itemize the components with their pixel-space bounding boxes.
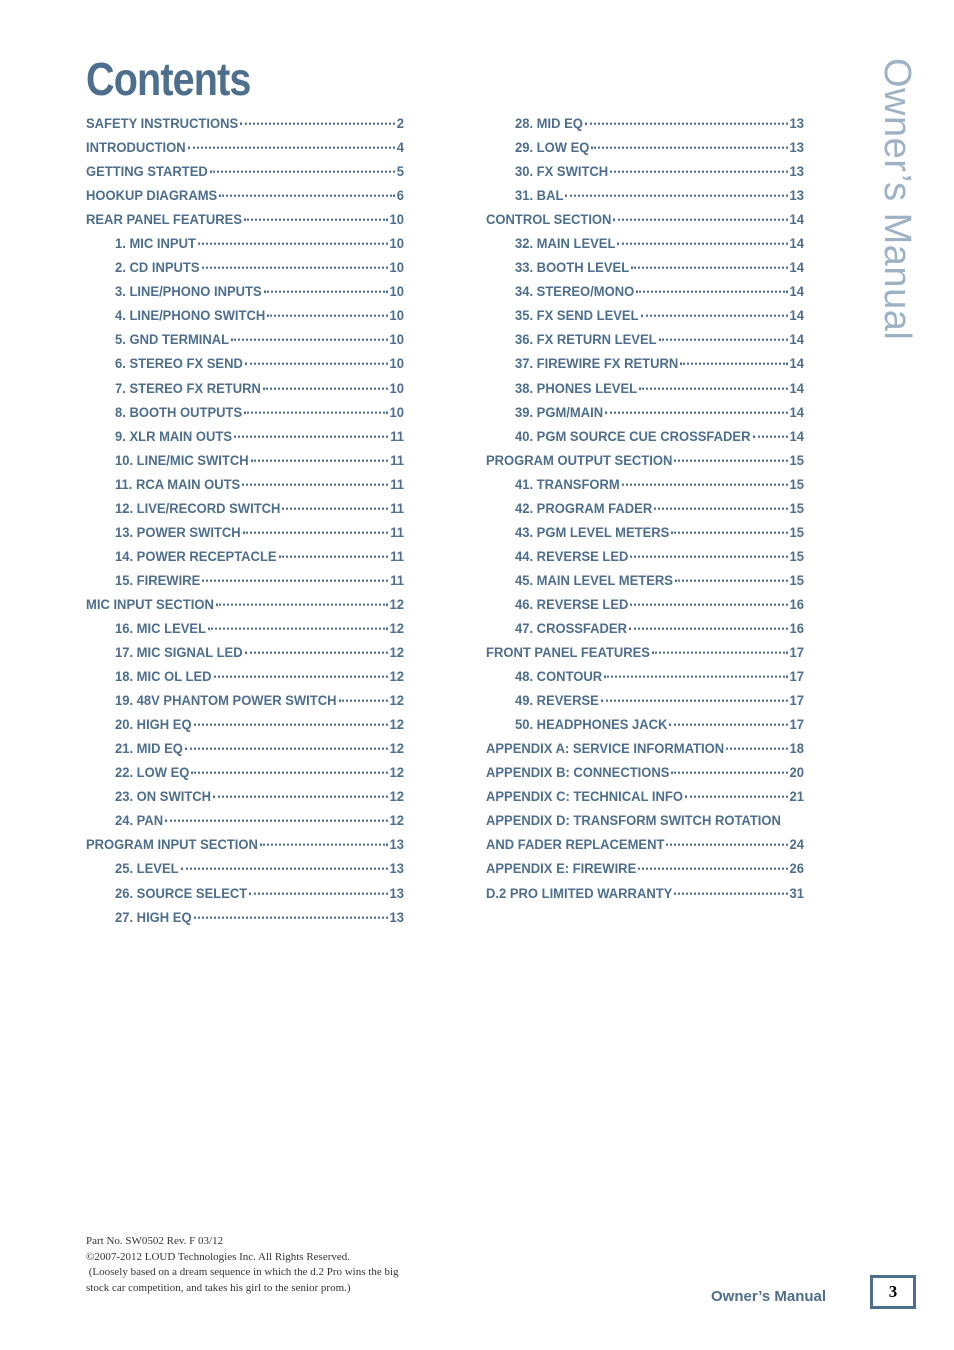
toc-entry-page: 12 <box>389 595 404 613</box>
toc-entry[interactable] <box>86 548 404 574</box>
toc-entry[interactable] <box>86 163 404 189</box>
toc-dot-leader <box>185 748 388 750</box>
toc-entry-page: 14 <box>789 283 804 300</box>
side-label <box>876 58 918 341</box>
toc-entry[interactable] <box>86 380 404 406</box>
toc-entry-page: 13 <box>389 836 404 853</box>
toc-entry[interactable] <box>486 500 804 526</box>
toc-entry[interactable] <box>86 740 404 766</box>
toc-dot-leader <box>629 628 788 630</box>
toc-entry[interactable] <box>486 356 804 382</box>
toc-entry-page: 13 <box>389 884 404 901</box>
toc-dot-leader <box>251 459 389 461</box>
toc-dot-leader <box>638 868 787 870</box>
toc-entry[interactable] <box>86 572 404 598</box>
toc-dot-leader <box>613 219 787 221</box>
toc-dot-leader <box>202 267 388 269</box>
toc-dot-leader <box>240 123 395 125</box>
toc-dot-leader <box>630 604 787 606</box>
toc-dot-leader <box>202 579 388 581</box>
toc-dot-leader <box>181 868 388 870</box>
toc-entry-page: 16 <box>789 620 804 637</box>
toc-dot-leader <box>622 483 788 485</box>
toc-entry-title: 28. MID EQ <box>515 115 583 132</box>
toc-dot-leader <box>279 555 389 557</box>
toc-dot-leader <box>669 724 787 726</box>
toc-entry[interactable] <box>486 668 804 694</box>
toc-dot-leader <box>260 844 388 846</box>
toc-entry-title: 8. BOOTH OUTPUTS <box>115 403 243 420</box>
toc-entry-title: 49. REVERSE <box>515 692 599 709</box>
toc-entry-page: 10 <box>389 307 404 324</box>
footer-line: Part No. SW0502 Rev. F 03/12 <box>86 1235 224 1247</box>
toc-entry[interactable] <box>86 139 404 165</box>
toc-entry[interactable] <box>486 235 804 261</box>
toc-dot-leader <box>219 195 395 197</box>
toc-dot-leader <box>194 916 388 918</box>
toc-entry-page: 12 <box>389 740 404 757</box>
toc-entry-page: 17 <box>789 716 804 733</box>
toc-entry-page: 11 <box>390 427 404 444</box>
toc-dot-leader <box>198 243 388 245</box>
toc-entry-title: 31. BAL <box>515 187 564 204</box>
toc-entry[interactable] <box>486 740 804 766</box>
toc-entry-title: FRONT PANEL FEATURES <box>486 644 650 661</box>
toc-dot-leader <box>753 435 788 437</box>
toc-entry-page: 14 <box>789 211 804 228</box>
toc-dot-leader <box>264 291 388 293</box>
toc-entry-title: REAR PANEL FEATURES <box>86 211 243 228</box>
toc-entry[interactable] <box>86 524 404 550</box>
toc-entry-title: 20. HIGH EQ <box>115 716 192 733</box>
toc-entry-page: 13 <box>789 163 804 180</box>
toc-entry-page: 11 <box>390 547 404 565</box>
toc-entry-title: SAFETY INSTRUCTIONS <box>86 115 239 132</box>
toc-entry-page: 15 <box>789 571 804 589</box>
toc-dot-leader <box>654 507 787 509</box>
toc-entry-page: 12 <box>389 644 404 661</box>
toc-dot-leader <box>216 604 388 606</box>
toc-entry[interactable] <box>486 259 804 285</box>
toc-dot-leader <box>685 796 788 798</box>
page-title: Contents <box>86 53 251 105</box>
toc-entry-title: 12. LIVE/RECORD SWITCH <box>115 499 281 516</box>
toc-entry-page: 10 <box>389 283 404 300</box>
side-label-text: Owner’s Manual <box>876 58 918 341</box>
toc-entry[interactable] <box>486 860 804 886</box>
toc-entry[interactable] <box>486 283 804 309</box>
toc-entry-page: 12 <box>389 692 404 709</box>
toc-entry[interactable] <box>86 428 404 454</box>
toc-entry-title: 18. MIC OL LED <box>115 668 212 685</box>
toc-entry-title: 17. MIC SIGNAL LED <box>115 644 243 661</box>
toc-dot-leader <box>652 652 788 654</box>
toc-dot-leader <box>263 387 388 389</box>
toc-entry-page: 17 <box>789 668 804 685</box>
toc-entry-page: 14 <box>789 403 804 420</box>
toc-entry[interactable] <box>86 115 404 141</box>
footer-line: ©2007-2012 LOUD Technologies Inc. All Rights Reserved. <box>86 1250 351 1263</box>
toc-entry-page: 12 <box>389 788 404 805</box>
toc-dot-leader <box>208 628 388 630</box>
footer-notes <box>86 1234 399 1296</box>
toc-right-column <box>486 116 804 910</box>
toc-dot-leader <box>674 892 787 894</box>
toc-entry-title: GETTING STARTED <box>86 163 208 180</box>
toc-entry-title: 2. CD INPUTS <box>115 259 200 276</box>
toc-entry[interactable] <box>86 644 404 670</box>
toc-entry-title: APPENDIX A: SERVICE INFORMATION <box>486 740 725 757</box>
toc-entry[interactable] <box>486 596 804 622</box>
toc-entry-page: 13 <box>389 860 404 877</box>
toc-entry-title: 32. MAIN LEVEL <box>515 235 616 252</box>
toc-entry-title: 3. LINE/PHONO INPUTS <box>115 283 262 300</box>
toc-entry-page: 10 <box>389 235 404 252</box>
toc-dot-leader <box>591 147 787 149</box>
toc-entry-title: APPENDIX E: FIREWIRE <box>486 860 637 877</box>
toc-entry[interactable] <box>86 764 404 790</box>
toc-entry[interactable] <box>86 283 404 309</box>
toc-dot-leader <box>191 772 387 774</box>
toc-entry-page: 13 <box>389 908 404 925</box>
toc-entry[interactable] <box>86 307 404 333</box>
toc-entry[interactable] <box>486 476 804 502</box>
toc-entry-title: 34. STEREO/MONO <box>515 283 635 300</box>
toc-dot-leader <box>671 772 787 774</box>
toc-dot-leader <box>339 700 388 702</box>
toc-dot-leader <box>282 507 388 509</box>
toc-entry-title: 27. HIGH EQ <box>115 908 192 925</box>
toc-entry-title: 36. FX RETURN LEVEL <box>515 331 657 348</box>
toc-entry-title: 16. MIC LEVEL <box>115 620 207 637</box>
toc-entry-title: 5. GND TERMINAL <box>115 331 230 348</box>
toc-entry-title: AND FADER REPLACEMENT <box>486 836 665 853</box>
toc-entry-page: 10 <box>389 379 404 396</box>
toc-dot-leader <box>675 579 788 581</box>
toc-dot-leader <box>194 724 388 726</box>
toc-dot-leader <box>165 820 387 822</box>
toc-entry-page: 20 <box>789 764 804 781</box>
toc-entry-title: D.2 PRO LIMITED WARRANTY <box>486 884 673 901</box>
toc-entry[interactable] <box>86 836 404 862</box>
toc-entry[interactable] <box>86 452 404 478</box>
toc-entry-title: 25. LEVEL <box>115 860 179 877</box>
toc-entry-page: 2 <box>396 115 404 132</box>
page-number: 3 <box>873 1278 913 1306</box>
toc-entry-page: 14 <box>789 355 804 372</box>
toc-entry-page: 11 <box>390 451 404 468</box>
toc-entry-title: 24. PAN <box>115 812 164 829</box>
toc-entry-page: 16 <box>789 595 804 613</box>
toc-dot-leader <box>659 339 788 341</box>
toc-dot-leader <box>244 411 387 413</box>
toc-entry-page: 10 <box>389 403 404 420</box>
toc-entry[interactable] <box>486 620 804 646</box>
toc-entry-title: 9. XLR MAIN OUTS <box>115 427 233 444</box>
toc-dot-leader <box>214 676 388 678</box>
toc-entry-page: 15 <box>789 523 804 541</box>
toc-entry-title: PROGRAM INPUT SECTION <box>86 836 258 853</box>
toc-entry-title: 26. SOURCE SELECT <box>115 884 248 901</box>
toc-entry[interactable] <box>86 909 404 935</box>
toc-entry-title: 41. TRANSFORM <box>515 475 620 492</box>
toc-entry-page: 14 <box>789 235 804 252</box>
toc-entry[interactable] <box>86 716 404 742</box>
toc-entry-page: 6 <box>396 187 404 204</box>
toc-entry-page: 31 <box>789 884 804 901</box>
toc-entry-title: APPENDIX B: CONNECTIONS <box>486 764 670 781</box>
toc-entry-title: 47. CROSSFADER <box>515 620 627 637</box>
toc-left-column <box>86 116 404 934</box>
toc-entry[interactable] <box>86 812 404 838</box>
toc-dot-leader <box>242 483 388 485</box>
toc-entry[interactable] <box>486 572 804 598</box>
toc-entry-title: 4. LINE/PHONO SWITCH <box>115 307 266 324</box>
toc-dot-leader <box>674 459 787 461</box>
toc-entry[interactable] <box>486 428 804 454</box>
page-number-box <box>870 1275 916 1309</box>
toc-entry-page: 10 <box>389 211 404 228</box>
toc-entry-page: 18 <box>789 740 804 757</box>
toc-entry-title: 11. RCA MAIN OUTS <box>115 475 241 492</box>
toc-entry-title: 45. MAIN LEVEL METERS <box>515 571 673 589</box>
toc-entry[interactable] <box>486 788 804 814</box>
toc-entry-page: 17 <box>789 692 804 709</box>
toc-entry[interactable] <box>86 404 404 430</box>
toc-entry-title: 30. FX SWITCH <box>515 163 609 180</box>
toc-entry[interactable] <box>486 644 804 670</box>
toc-entry-page: 12 <box>389 620 404 637</box>
toc-entry-title: PROGRAM OUTPUT SECTION <box>486 451 673 468</box>
toc-entry-page: 14 <box>789 379 804 396</box>
toc-entry-page: 11 <box>390 523 404 541</box>
toc-entry[interactable] <box>86 788 404 814</box>
toc-entry-page: 10 <box>389 331 404 348</box>
toc-entry-title: 7. STEREO FX RETURN <box>115 379 261 396</box>
toc-dot-leader <box>631 267 787 269</box>
toc-entry[interactable] <box>86 476 404 502</box>
toc-entry[interactable] <box>486 187 804 213</box>
toc-dot-leader <box>231 339 387 341</box>
toc-entry[interactable] <box>86 187 404 213</box>
toc-entry-title: 37. FIREWIRE FX RETURN <box>515 355 679 372</box>
toc-dot-leader <box>726 748 787 750</box>
toc-entry-title: 50. HEADPHONES JACK <box>515 716 668 733</box>
toc-entry-page: 12 <box>389 716 404 733</box>
toc-entry-title: INTRODUCTION <box>86 139 186 156</box>
toc-entry[interactable] <box>86 331 404 357</box>
toc-entry-page: 11 <box>390 475 404 492</box>
toc-entry[interactable] <box>86 668 404 694</box>
toc-entry[interactable] <box>486 812 804 838</box>
toc-entry-page: 11 <box>390 499 404 516</box>
toc-dot-leader <box>245 363 388 365</box>
toc-entry-title: 42. PROGRAM FADER <box>515 499 653 516</box>
toc-entry-title: 46. REVERSE LED <box>515 595 629 613</box>
toc-entry[interactable] <box>486 404 804 430</box>
toc-entry[interactable] <box>486 380 804 406</box>
toc-entry[interactable] <box>486 885 804 911</box>
toc-dot-leader <box>671 531 787 533</box>
toc-entry-page: 26 <box>789 860 804 877</box>
toc-entry-page: 15 <box>789 499 804 516</box>
toc-entry-title: 13. POWER SWITCH <box>115 523 241 541</box>
toc-entry[interactable] <box>86 259 404 285</box>
toc-dot-leader <box>641 315 788 317</box>
toc-entry-page: 13 <box>789 187 804 204</box>
toc-entry-page: 5 <box>396 163 404 180</box>
toc-dot-leader <box>617 243 787 245</box>
toc-dot-leader <box>245 652 388 654</box>
toc-entry-page: 4 <box>396 139 404 156</box>
toc-dot-leader <box>666 844 787 846</box>
toc-entry-title: 33. BOOTH LEVEL <box>515 259 630 276</box>
toc-entry-page: 17 <box>789 644 804 661</box>
toc-entry-page: 21 <box>789 788 804 805</box>
toc-entry[interactable] <box>486 548 804 574</box>
toc-entry[interactable] <box>486 211 804 237</box>
toc-entry[interactable] <box>86 235 404 261</box>
toc-entry[interactable] <box>86 860 404 886</box>
toc-entry-title: CONTROL SECTION <box>486 211 612 228</box>
toc-entry-page: 14 <box>789 331 804 348</box>
toc-dot-leader <box>680 363 787 365</box>
toc-entry-page: 10 <box>389 355 404 372</box>
toc-entry-title: 21. MID EQ <box>115 740 183 757</box>
toc-entry-title: 39. PGM/MAIN <box>515 403 604 420</box>
toc-dot-leader <box>604 676 787 678</box>
toc-entry[interactable] <box>486 836 804 862</box>
toc-entry[interactable] <box>486 692 804 718</box>
toc-dot-leader <box>213 796 387 798</box>
toc-dot-leader <box>234 435 388 437</box>
toc-entry[interactable] <box>486 524 804 550</box>
toc-dot-leader <box>249 892 387 894</box>
toc-dot-leader <box>565 195 787 197</box>
toc-entry-title: APPENDIX D: TRANSFORM SWITCH ROTATION <box>486 812 781 829</box>
toc-entry-title: 22. LOW EQ <box>115 764 190 781</box>
toc-entry-page: 12 <box>389 764 404 781</box>
toc-dot-leader <box>244 219 388 221</box>
toc-entry-title: HOOKUP DIAGRAMS <box>86 187 218 204</box>
toc-dot-leader <box>188 147 395 149</box>
toc-entry-title: 43. PGM LEVEL METERS <box>515 523 670 541</box>
toc-entry-title: 44. REVERSE LED <box>515 547 629 565</box>
toc-entry-title: APPENDIX C: TECHNICAL INFO <box>486 788 683 805</box>
toc-entry[interactable] <box>86 211 404 237</box>
toc-entry[interactable] <box>86 692 404 718</box>
toc-entry-page: 10 <box>389 259 404 276</box>
toc-entry-title: 38. PHONES LEVEL <box>515 379 638 396</box>
footer-manual-label: Owner’s Manual <box>711 1288 827 1305</box>
toc-dot-leader <box>639 387 787 389</box>
toc-dot-leader <box>267 315 387 317</box>
toc-dot-leader <box>585 123 788 125</box>
toc-entry-title: 6. STEREO FX SEND <box>115 355 243 372</box>
toc-entry-page: 15 <box>789 451 804 468</box>
toc-entry-page: 24 <box>789 836 804 853</box>
toc-entry[interactable] <box>86 596 404 622</box>
toc-entry-title: 40. PGM SOURCE CUE CROSSFADER <box>515 427 751 444</box>
toc-entry[interactable] <box>86 885 404 911</box>
toc-entry[interactable] <box>86 356 404 382</box>
toc-entry-page: 15 <box>789 475 804 492</box>
toc-entry[interactable] <box>486 764 804 790</box>
toc-entry-page: 12 <box>389 668 404 685</box>
toc-dot-leader <box>243 531 389 533</box>
toc-dot-leader <box>210 171 395 173</box>
footer-line: (Loosely based on a dream sequence in which the d.2 Pro wins the big <box>86 1266 399 1278</box>
toc-entry-title: 29. LOW EQ <box>515 139 590 156</box>
toc-entry-title: 14. POWER RECEPTACLE <box>115 547 277 565</box>
toc-dot-leader <box>601 700 788 702</box>
toc-entry-title: 23. ON SWITCH <box>115 788 212 805</box>
toc-entry-title: 1. MIC INPUT <box>115 235 196 252</box>
toc-dot-leader <box>605 411 787 413</box>
toc-entry[interactable] <box>86 500 404 526</box>
toc-entry-page: 13 <box>789 139 804 156</box>
toc-entry[interactable] <box>486 163 804 189</box>
toc-entry[interactable] <box>486 452 804 478</box>
toc-dot-leader <box>610 171 787 173</box>
footer-line: stock car competition, and takes his girl to the senior prom.) <box>86 1281 351 1294</box>
toc-entry-title: 15. FIREWIRE <box>115 571 201 589</box>
toc-entry[interactable] <box>486 307 804 333</box>
toc-entry[interactable] <box>486 331 804 357</box>
toc-entry-title: MIC INPUT SECTION <box>86 595 214 613</box>
toc-entry-page: 14 <box>789 427 804 444</box>
toc-entry[interactable] <box>486 716 804 742</box>
toc-entry-page: 14 <box>789 259 804 276</box>
toc-entry-title: 19. 48V PHANTOM POWER SWITCH <box>115 692 337 709</box>
toc-entry-page: 13 <box>789 115 804 132</box>
toc-entry[interactable] <box>486 139 804 165</box>
toc-entry[interactable] <box>486 115 804 141</box>
toc-entry-page: 15 <box>789 547 804 565</box>
toc-dot-leader <box>636 291 787 293</box>
toc-entry-title: 10. LINE/MIC SWITCH <box>115 451 249 468</box>
toc-entry-page: 14 <box>789 307 804 324</box>
toc-entry-page: 12 <box>389 812 404 829</box>
toc-entry[interactable] <box>86 620 404 646</box>
toc-entry-title: 35. FX SEND LEVEL <box>515 307 639 324</box>
toc-entry-title: 48. CONTOUR <box>515 668 603 685</box>
toc-entry-page: 11 <box>390 571 404 589</box>
toc-dot-leader <box>630 555 787 557</box>
